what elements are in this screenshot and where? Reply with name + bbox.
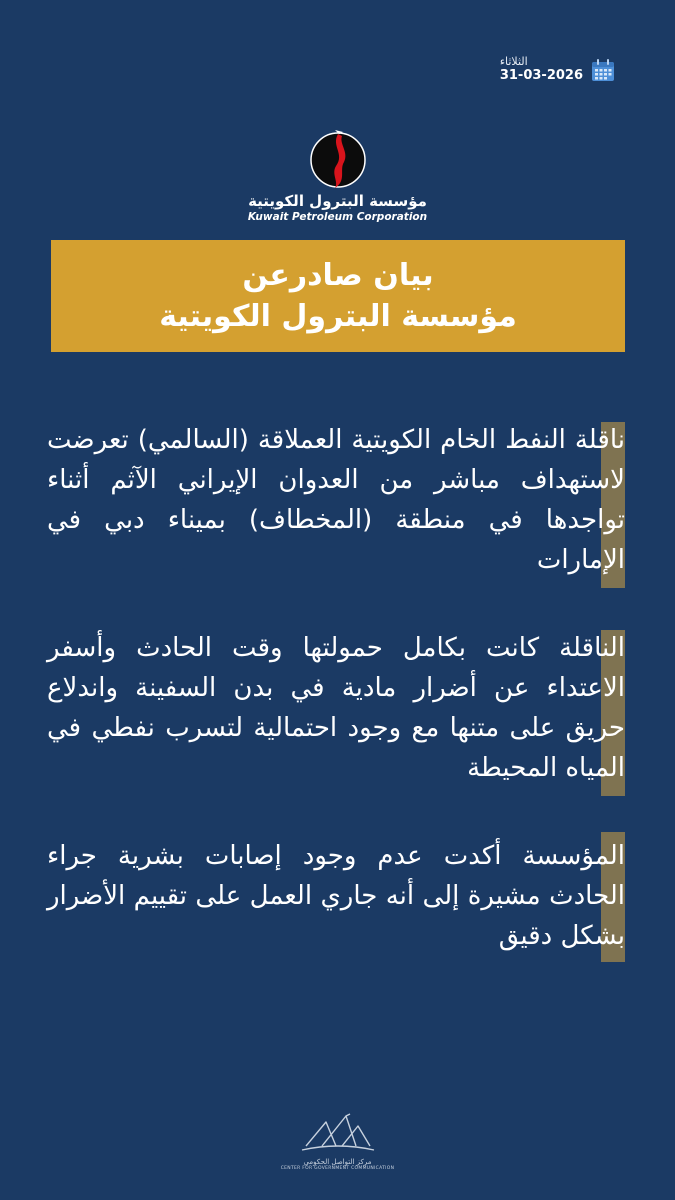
date-text <box>500 56 583 84</box>
paragraph-2-text: الناقلة كانت بكامل حمولتها وقت الحادث وأسفر الاعتداء عن أضرار مادية في بدن السفينة واندلاع حريق على متنها مع وجود احتمالية لتسرب نفطي في المياه المحيطة <box>47 633 625 783</box>
paragraph-3-text: المؤسسة أكدت عدم وجود إصابات بشرية جراء الحادث مشيرة إلى أنه جاري العمل على تقييم الأضرار بشكل دقيق <box>47 841 625 951</box>
kpc-flame-logo-icon <box>309 128 367 192</box>
day-name: الثلاثاء <box>499 55 528 68</box>
date-block <box>500 56 615 84</box>
logo-arabic-name: مؤسسة البترول الكويتية <box>248 192 427 210</box>
kpc-logo <box>0 128 675 223</box>
footer-arabic-name: مركز التواصل الحكومي <box>303 1158 372 1166</box>
paragraph-1 <box>47 420 625 580</box>
calendar-icon <box>591 58 615 82</box>
paragraph-3 <box>47 836 625 956</box>
footer-english-name: CENTER FOR GOVERNMENT COMMUNICATION <box>280 1166 395 1171</box>
government-communication-logo-icon <box>296 1112 380 1156</box>
paragraph-2 <box>47 628 625 788</box>
paragraph-1-text: ناقلة النفط الخام الكويتية العملاقة (السالمي) تعرضت لاستهداف مباشر من العدوان الإيراني الآثم أثناء تواجدها في منطقة (المخطاف) بميناء دبي في الإمارات <box>47 425 625 575</box>
banner-line-1: بيان صادرعن <box>242 257 434 293</box>
logo-english-name: Kuwait Petroleum Corporation <box>247 211 428 223</box>
footer-logo <box>0 1112 675 1171</box>
statement-banner <box>51 240 625 352</box>
banner-line-2: مؤسسة البترول الكويتية <box>159 299 517 334</box>
date-value: 31-03-2026 <box>499 67 583 83</box>
